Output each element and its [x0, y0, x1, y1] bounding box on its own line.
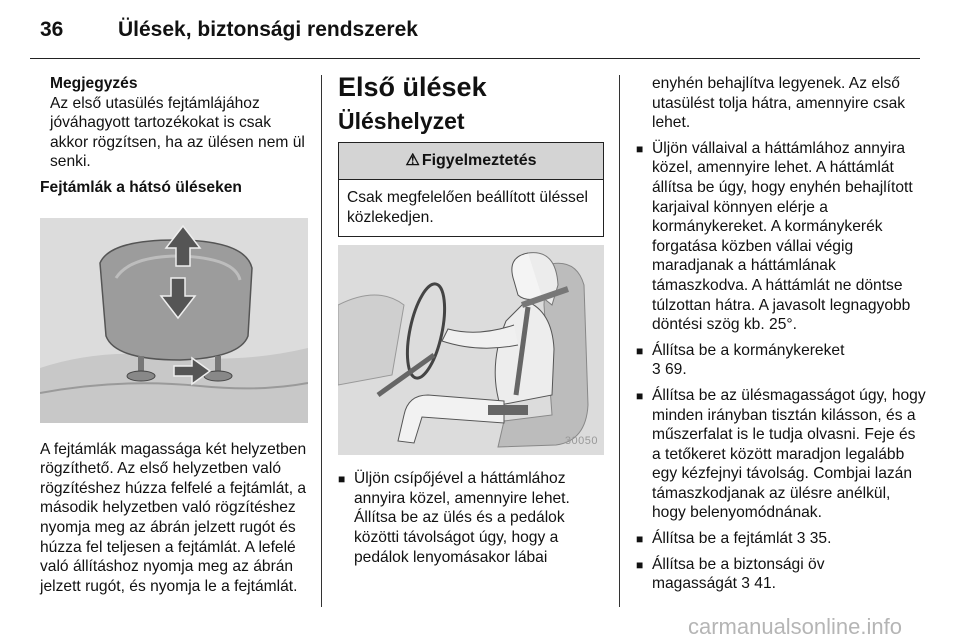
- section-title: Első ülések: [338, 72, 487, 102]
- warning-box: [338, 142, 604, 237]
- driver-seating-illustration: [338, 245, 604, 455]
- bullet-square-icon: ■: [636, 388, 644, 403]
- bullet-square-icon: ■: [636, 141, 644, 156]
- warning-title: Figyelmeztetés: [421, 152, 537, 169]
- headrest-drawing: [40, 218, 308, 423]
- watermark: carmanualsonline.info: [687, 614, 902, 639]
- column-divider-2: [619, 75, 620, 607]
- list-item: ■ Állítsa be a kormánykereket 3 69.: [636, 341, 845, 379]
- list-item-continuation: enyhén behajlítva legyenek. Az első utasülést tolja hátra, amennyire csak lehet.: [652, 75, 906, 132]
- page-reference[interactable]: magasságát 3 41.: [652, 575, 776, 593]
- warning-triangle-icon: ⚠: [405, 152, 420, 169]
- instruction-list-part2: [636, 139, 926, 594]
- header-divider: [30, 58, 920, 59]
- bullet-square-icon: ■: [338, 472, 346, 487]
- headrest-illustration: [40, 218, 308, 423]
- note-text: Az első utasülés fejtámlájához jóváhagyott tartozékokat is csak akkor rögzítsen, ha az ülésen nem ül senki.: [50, 94, 305, 171]
- warning-text: Csak megfelelően beállított üléssel közlekedjen.: [347, 189, 588, 226]
- column-divider-1: [321, 75, 322, 607]
- list-item: ■ Állítsa be a fejtámlát 3 35.: [636, 529, 926, 549]
- list-item: ■ Állítsa be a biztonsági öv magasságát 3 41.: [636, 555, 825, 593]
- driver-seating-drawing: [338, 245, 604, 455]
- column-left: [40, 74, 310, 596]
- warning-header: [339, 143, 603, 180]
- figure-code: 30050: [564, 434, 598, 447]
- note-block: [50, 74, 310, 172]
- page-title: Ülések, biztonsági rendszerek: [118, 18, 418, 41]
- bullet-square-icon: ■: [636, 532, 644, 547]
- list-item: ■ Üljön csípőjével a háttámlához annyira közel, amennyire lehet. Állítsa be az ülés és a pedálok közötti távolságot úgy, hogy a pedálok lenyomásakor lábai: [338, 470, 570, 566]
- note-heading: Megjegyzés: [50, 75, 138, 92]
- section-subtitle: Üléshelyzet: [338, 108, 465, 134]
- rear-headrest-text: A fejtámlák magassága két helyzetben rögzíthető. Az első helyzetben való rögzítéshez húzza felfelé a fejtámlát, a második helyzetben való rögzítéshez nyomja meg az ábrán jelzett rugót és húzza fel teljesen a fejtámlát. A lefelé való állításhoz nyomja meg az ábrán jelzett rugót, és nyomja le a fejtámlát.: [40, 440, 307, 595]
- page-header: [40, 18, 920, 50]
- bullet-square-icon: ■: [636, 343, 644, 358]
- page-reference[interactable]: 3 69.: [652, 361, 687, 379]
- instruction-list-part1: [338, 469, 604, 567]
- list-item: ■ Üljön vállaival a háttámlához annyira közel, amennyire lehet. A háttámlát állítsa be úgy, hogy enyhén behajlított karjaival könnyen elérje a kormánykereket. A kormánykerék forgatása közben vállai végig maradjanak a háttámlának támaszkodva. A háttámlát ne döntse túlzottan hátra. A javasolt legnagyobb döntési szög kb. 25°.: [636, 139, 913, 334]
- column-middle: [338, 74, 604, 567]
- bullet-square-icon: ■: [636, 557, 644, 572]
- rear-headrest-heading: Fejtámlák a hátsó üléseken: [40, 178, 242, 196]
- page-number: 36: [40, 18, 64, 41]
- list-item: ■ Állítsa be az ülésmagasságot úgy, hogy minden irányban tisztán kilásson, és a műszerfalat is le tudja olvasni. Feje és a tetőkeret között maradjon legalább egy kézfejnyi távolság. Combjai lazán támaszkodjanak az ülésre anélkül, hogy belenyomódnának.: [636, 386, 926, 522]
- column-right: [636, 74, 926, 594]
